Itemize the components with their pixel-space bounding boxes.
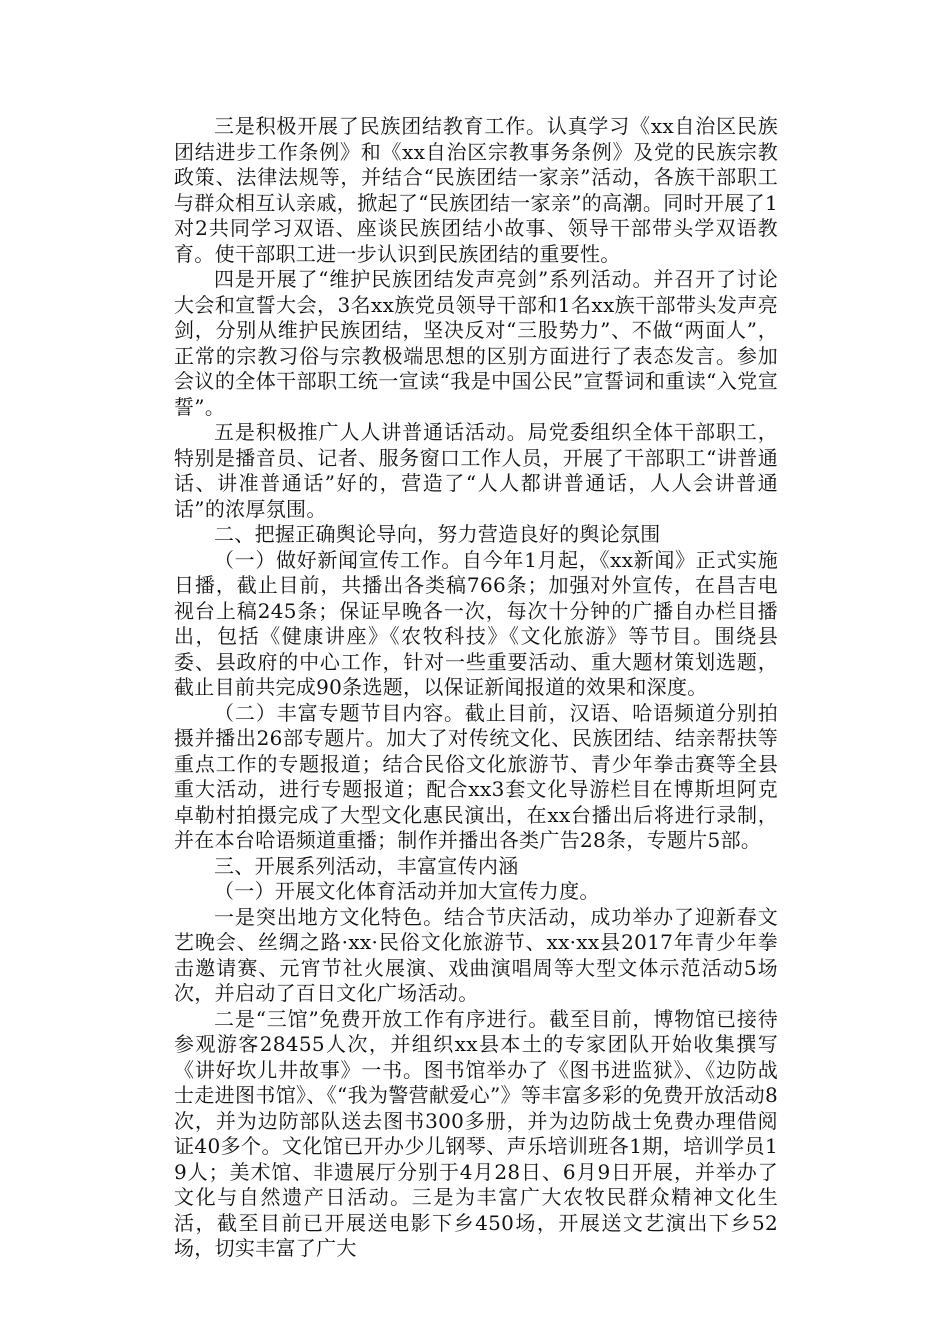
paragraph-three-venues: 二是“三馆”免费开放工作有序进行。截至目前，博物馆已接待参观游客28455人次，并组织xx县本土的专家团队开始收集撰写《讲好坎儿井故事》一书。图书馆举办了《图书进监狱》、《边防战士走进图书馆》、《“我为警营献爱心”》等丰富多彩的免费开放活动8次，并为边防部队送去图书300多册，并为边防战士免费办理借阅证40多个。文化馆已开办少儿钢琴、声乐培训班各1期，培训学员19人；美术馆、非遗展厅分别于4月28日、6月9日开展，并举办了文化与自然遗产日活动。三是为丰富广大农牧民群众精神文化生活，截至目前已开展送电影下乡450场，开展送文艺演出下乡52场，切实丰富了广大 bbox=[174, 1006, 778, 1260]
paragraph-local-culture: 一是突出地方文化特色。结合节庆活动，成功举办了迎新春文艺晚会、丝绸之路·xx·民俗文化旅游节、xx·xx县2017年青少年拳击邀请赛、元宵节社火展演、戏曲演唱周等大型文体示范活动5场次，并启动了百日文化广场活动。 bbox=[174, 904, 778, 1005]
document-body bbox=[174, 114, 778, 1262]
paragraph-ethnic-unity-education: 三是积极开展了民族团结教育工作。认真学习《xx自治区民族团结进步工作条例》和《xx自治区宗教事务条例》及党的民族宗教政策、法律法规等，并结合“民族团结一家亲”活动，各族干部职工与群众相互认亲戚，掀起了“民族团结一家亲”的高潮。同时开展了1对2共同学习双语、座谈民族团结小故事、领导干部带头学双语教育。使干部职工进一步认识到民族团结的重要性。 bbox=[174, 114, 778, 266]
subsection-heading-culture-sports: （一）开展文化体育活动并加大宣传力度。 bbox=[214, 879, 600, 903]
paragraph-special-programs: （二）丰富专题节目内容。截止目前，汉语、哈语频道分别拍摄并播出26部专题片。加大了对传统文化、民族团结、结亲帮扶等重点工作的专题报道；结合民俗文化旅游节、青少年拳击赛等全县重大活动，进行专题报道；配合xx3套文化导游栏目在博斯坦阿克卓勒村拍摄完成了大型文化惠民演出，在xx台播出后将进行录制，并在本台哈语频道重播；制作并播出各类广告28条，专题片5部。 bbox=[174, 700, 778, 852]
section-heading-activities: 三、开展系列活动，丰富宣传内涵 bbox=[214, 853, 519, 878]
section-heading-public-opinion: 二、把握正确舆论导向，努力营造良好的舆论氛围 bbox=[214, 522, 661, 546]
paragraph-news-publicity: （一）做好新闻宣传工作。自今年1月起，《xx新闻》正式实施日播，截止目前，共播出各类稿766条；加强对外宣传，在昌吉电视台上稿245条；保证早晚各一次，每次十分钟的广播自办栏目播出，包括《健康讲座》《农牧科技》《文化旅游》等节目。围绕县委、县政府的中心工作，针对一些重要活动、重大题材策划选题，截止目前共完成90条选题，以保证新闻报道的效果和深度。 bbox=[174, 547, 778, 699]
paragraph-speak-out-campaign: 四是开展了“维护民族团结发声亮剑”系列活动。并召开了讨论大会和宣誓大会，3名xx族党员领导干部和1名xx族干部带头发声亮剑，分别从维护民族团结，坚决反对“三股势力”、不做“两面人”，正常的宗教习俗与宗教极端思想的区别方面进行了表态发言。参加会议的全体干部职工统一宣读“我是中国公民”宣誓词和重读“入党宣誓”。 bbox=[174, 267, 778, 419]
paragraph-mandarin-promotion: 五是积极推广人人讲普通话活动。局党委组织全体干部职工，特别是播音员、记者、服务窗口工作人员，开展了干部职工“讲普通话、讲准普通话”好的，营造了“人人都讲普通话，人人会讲普通话”的浓厚氛围。 bbox=[174, 420, 778, 521]
